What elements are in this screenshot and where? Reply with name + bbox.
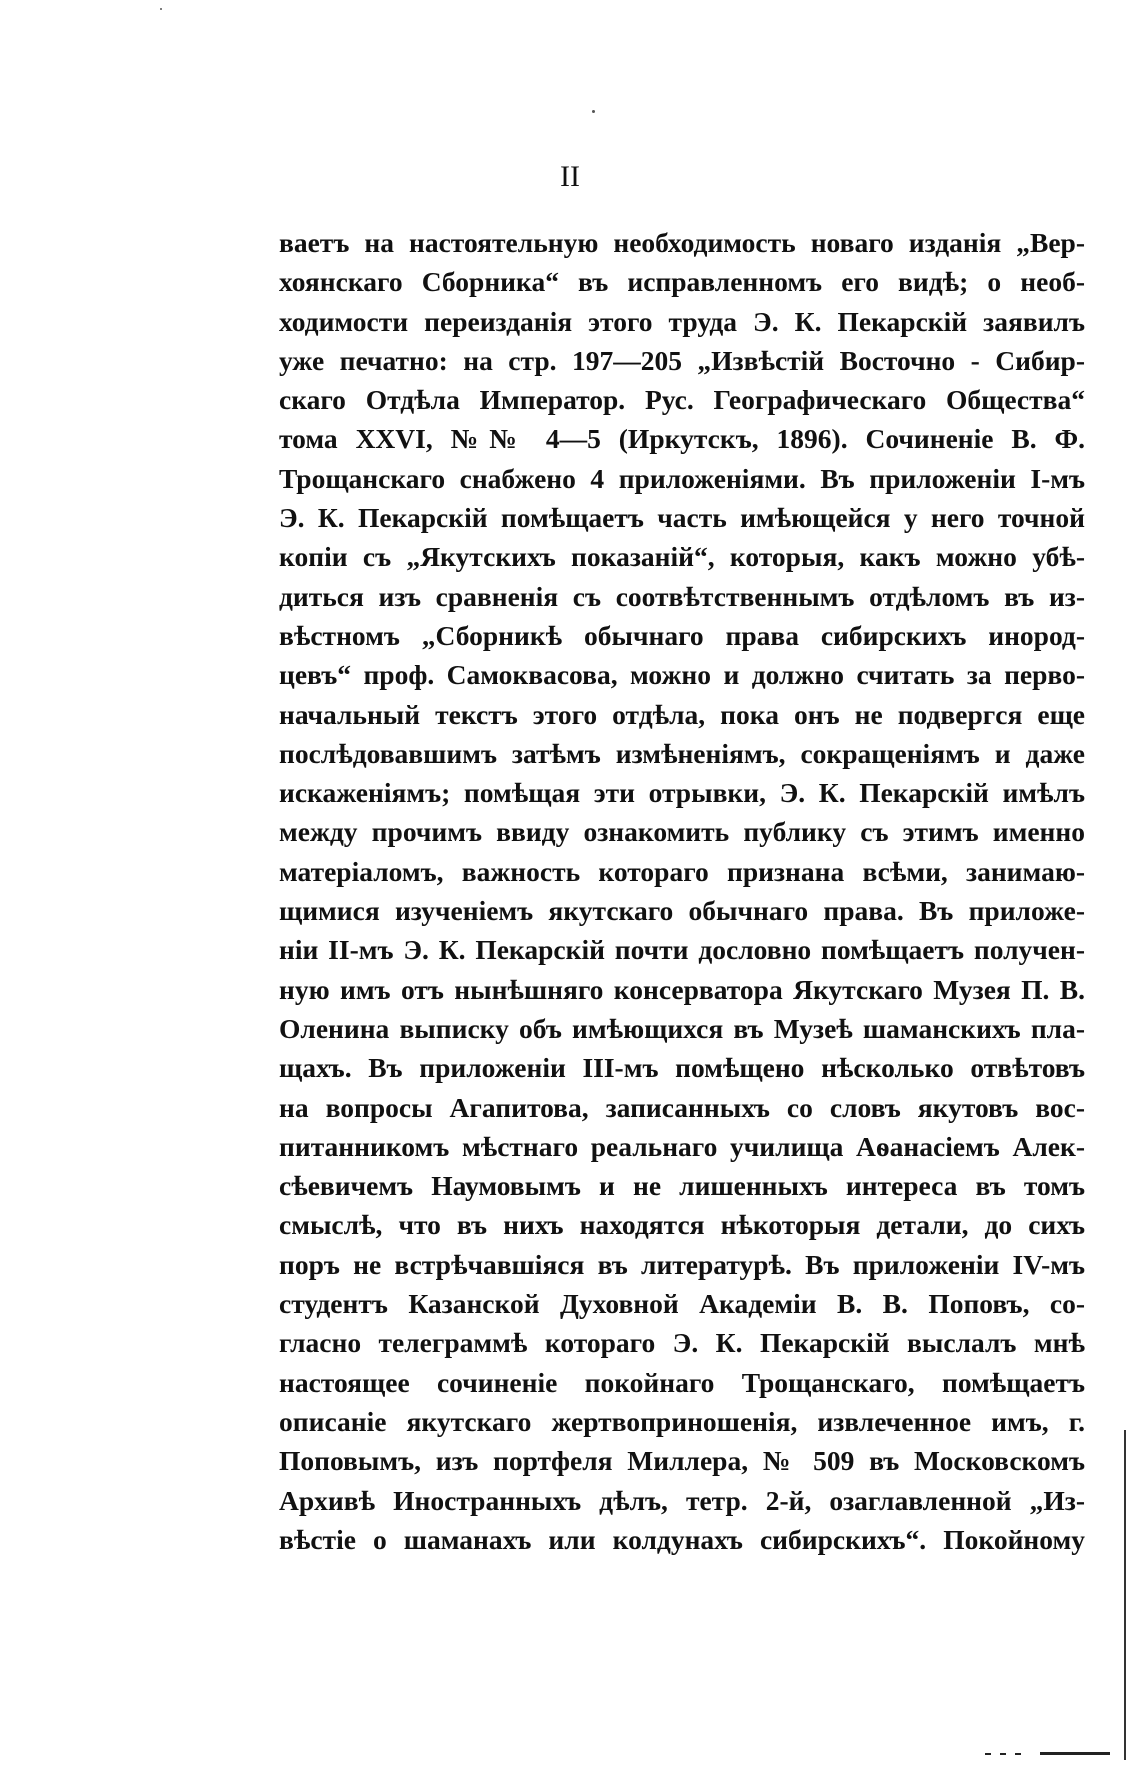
text-line: щахъ. Въ приложеніи III-мъ помѣщено нѣсколько отвѣтовъ xyxy=(279,1052,1085,1084)
scan-edge-mark xyxy=(1040,1752,1110,1755)
scan-edge-mark xyxy=(1015,1753,1021,1755)
text-line: матеріаломъ, важность котораго признана всѣми, занимаю- xyxy=(279,855,1085,887)
text-line: Архивѣ Иностранныхъ дѣлъ, тетр. 2-й, озаглавленной „Из- xyxy=(279,1484,1085,1516)
text-line: сѣевичемъ Наумовымъ и не лишенныхъ интереса въ томъ xyxy=(279,1170,1085,1202)
text-line: вѣстномъ „Сборникѣ обычнаго права сибирскихъ инород- xyxy=(279,619,1085,651)
body-text xyxy=(279,223,1085,1559)
text-line: ходимости переизданія этого труда Э. К. Пекарскій заявилъ xyxy=(279,305,1085,337)
text-line: вѣстіе о шаманахъ или колдунахъ сибирскихъ“. Покойному xyxy=(279,1523,1085,1555)
scan-edge-line xyxy=(1124,1430,1126,1760)
text-line: ваетъ на настоятельную необходимость новаго изданія „Вер- xyxy=(279,227,1085,258)
scan-speck xyxy=(160,8,162,10)
text-line: скаго Отдѣла Император. Рус. Географическаго Общества“ xyxy=(279,384,1085,416)
text-line: начальный текстъ этого отдѣла, пока онъ не подвергся еще xyxy=(279,698,1085,730)
text-line: настоящее сочиненіе покойнаго Трощанскаго, помѣщаетъ xyxy=(279,1366,1085,1398)
text-line: студентъ Казанской Духовной Академіи В. В. Поповъ, со- xyxy=(279,1288,1085,1320)
text-line: копіи съ „Якутскихъ показаній“, которыя, какъ можно убѣ- xyxy=(279,541,1085,573)
text-line: питанникомъ мѣстнаго реальнаго училища Аѳанасіемъ Алек- xyxy=(279,1130,1085,1162)
text-line: поръ не встрѣчавшіяся въ литературѣ. Въ приложеніи IV-мъ xyxy=(279,1248,1085,1280)
text-line: Э. К. Пекарскій помѣщаетъ часть имѣющейся у него точной xyxy=(279,502,1085,534)
text-line: хоянскаго Сборника“ въ исправленномъ его видѣ; о необ- xyxy=(279,266,1085,298)
text-line: ную имъ отъ нынѣшняго консерватора Якутскаго Музея П. В. xyxy=(279,973,1085,1005)
text-line: между прочимъ ввиду ознакомить публику съ этимъ именно xyxy=(279,816,1085,848)
text-line: уже печатно: на стр. 197—205 „Извѣстій Восточно - Сибир- xyxy=(279,344,1085,376)
text-line: цевъ“ проф. Самоквасова, можно и должно считать за перво- xyxy=(279,659,1085,691)
text-line: смыслѣ, что въ нихъ находятся нѣкоторыя детали, до сихъ xyxy=(279,1209,1085,1241)
text-line: Поповымъ, изъ портфеля Миллера, № 509 въ Московскомъ xyxy=(279,1445,1085,1477)
text-line: на вопросы Агапитова, записанныхъ со словъ якутовъ вос- xyxy=(279,1091,1085,1123)
text-line: гласно телеграммѣ котораго Э. К. Пекарскій выслалъ мнѣ xyxy=(279,1327,1085,1359)
text-line: ніи II-мъ Э. К. Пекарскій почти дословно помѣщаетъ получен- xyxy=(279,934,1085,966)
text-line: диться изъ сравненія съ соотвѣтственнымъ отдѣломъ въ из- xyxy=(279,580,1085,612)
text-line: Оленина выписку объ имѣющихся въ Музеѣ шаманскихъ пла- xyxy=(279,1012,1085,1044)
text-line: тома XXVI, №№ 4—5 (Иркутскъ, 1896). Сочиненіе В. Ф. xyxy=(279,423,1085,455)
text-line: послѣдовавшимъ затѣмъ измѣненіямъ, сокращеніямъ и даже xyxy=(279,737,1085,769)
scan-edge-mark xyxy=(985,1753,991,1755)
text-line: Трощанскаго снабжено 4 приложеніями. Въ приложеніи I-мъ xyxy=(279,462,1085,494)
page-number: II xyxy=(560,160,580,193)
text-line: искаженіямъ; помѣщая эти отрывки, Э. К. Пекарскій имѣлъ xyxy=(279,777,1085,809)
text-line: щимися изученіемъ якутскаго обычнаго права. Въ приложе- xyxy=(279,895,1085,927)
scan-edge-mark xyxy=(1000,1753,1006,1755)
scan-speck xyxy=(592,110,595,113)
text-line: описаніе якутскаго жертвоприношенія, извлеченное имъ, г. xyxy=(279,1405,1085,1437)
